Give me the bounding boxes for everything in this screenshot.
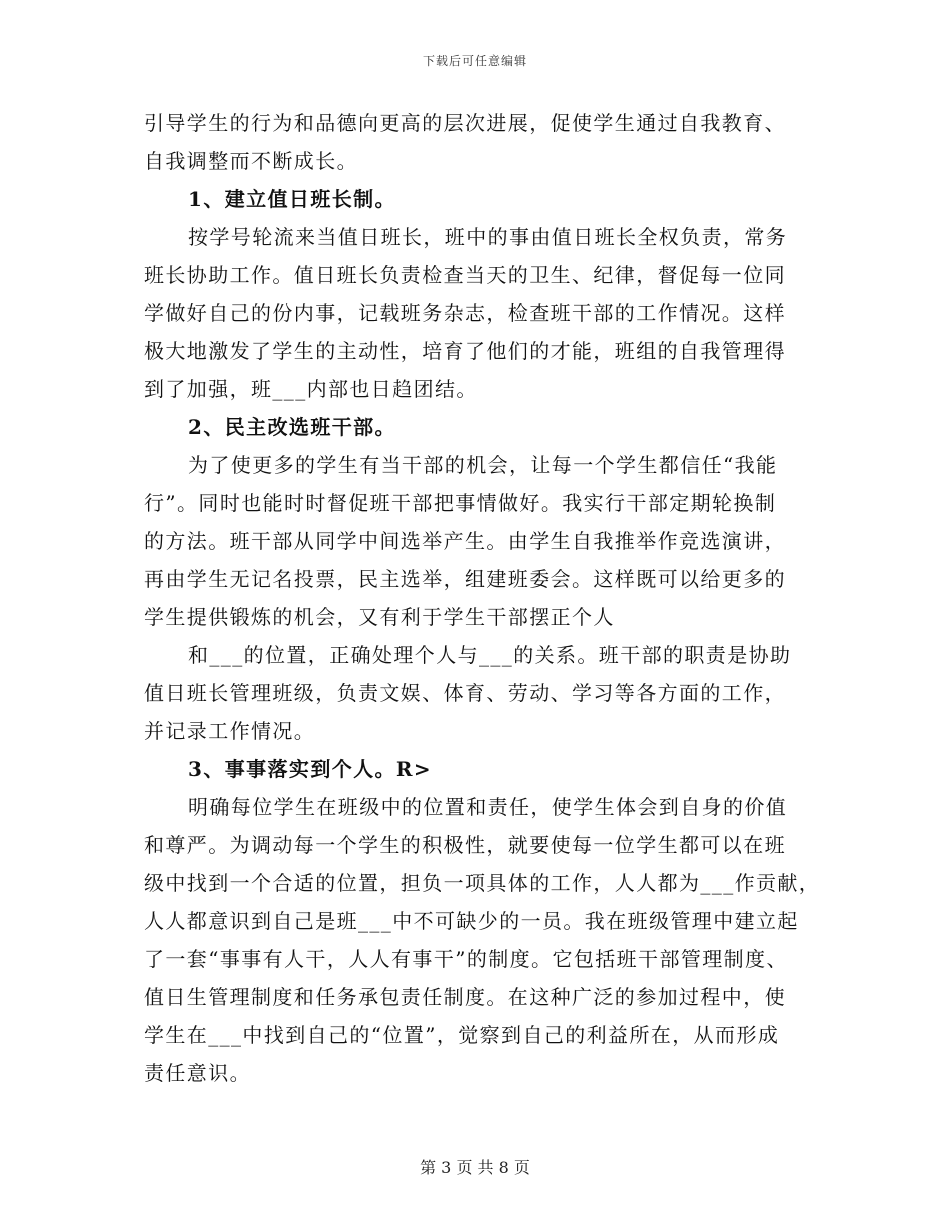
paragraph-line: 人人都意识到自己是班___中不可缺少的一员。我在班级管理中建立起	[144, 909, 799, 933]
paragraph-line: 极大地激发了学生的主动性，培育了他们的才能，班组的自我管理得	[144, 339, 786, 363]
document-body	[144, 104, 821, 1092]
paragraph-line: 级中找到一个合适的位置，担负一项具体的工作，人人都为___作贡献，	[144, 871, 821, 895]
paragraph-line: 班长协助工作。值日班长负责检查当天的卫生、纪律，督促每一位同	[144, 263, 786, 287]
paragraph-line: 引导学生的行为和品德向更高的层次进展，促使学生通过自我教育、	[144, 111, 786, 135]
paragraph-line: 的方法。班干部从同学中间选举产生。由学生自我推举作竞选演讲，	[144, 529, 786, 553]
paragraph-line: 为了使更多的学生有当干部的机会，让每一个学生都信任“我能	[188, 453, 778, 477]
paragraph-line: 行”。同时也能时时督促班干部把事情做好。我实行干部定期轮换制	[144, 491, 777, 515]
paragraph-line: 值日生管理制度和任务承包责任制度。在这种广泛的参加过程中，使	[144, 985, 786, 1009]
paragraph-line: 学做好自己的份内事，记载班务杂志，检查班干部的工作情况。这样	[144, 301, 786, 325]
page-number: 第 3 页 共 8 页	[420, 1158, 530, 1177]
paragraph-line: 并记录工作情况。	[144, 719, 316, 743]
paragraph-line: 了一套“事事有人干，人人有事干”的制度。它包括班干部管理制度、	[144, 947, 788, 971]
paragraph-line: 到了加强，班___内部也日趋团结。	[144, 377, 478, 401]
paragraph-line: 学生提供锻炼的机会，又有利于学生干部摆正个人	[144, 605, 615, 629]
paragraph-line: 和尊严。为调动每一个学生的积极性，就要使每一位学生都可以在班	[144, 833, 786, 857]
paragraph-line: 学生在___中找到自己的“位置”，觉察到自己的利益所在，从而形成	[144, 1023, 780, 1047]
paragraph-line: 明确每位学生在班级中的位置和责任，使学生体会到自身的价值	[188, 795, 788, 819]
section-heading-2: 2、民主改选班干部。	[188, 415, 396, 439]
section-heading-1: 1、建立值日班长制。	[188, 187, 396, 211]
paragraph-line: 按学号轮流来当值日班长，班中的事由值日班长全权负责，常务	[188, 225, 788, 249]
paragraph-line: 值日班长管理班级，负责文娱、体育、劳动、学习等各方面的工作，	[144, 681, 786, 705]
paragraph-line: 和___的位置，正确处理个人与___的关系。班干部的职责是协助	[188, 643, 792, 667]
section-heading-3: 3、事事落实到个人。R>	[188, 757, 433, 781]
paragraph-line: 自我调整而不断成长。	[144, 149, 358, 173]
paragraph-line: 再由学生无记名投票，民主选举，组建班委会。这样既可以给更多的	[144, 567, 786, 591]
paragraph-line: 责任意识。	[144, 1061, 251, 1085]
header-note: 下载后可任意编辑	[422, 54, 527, 68]
